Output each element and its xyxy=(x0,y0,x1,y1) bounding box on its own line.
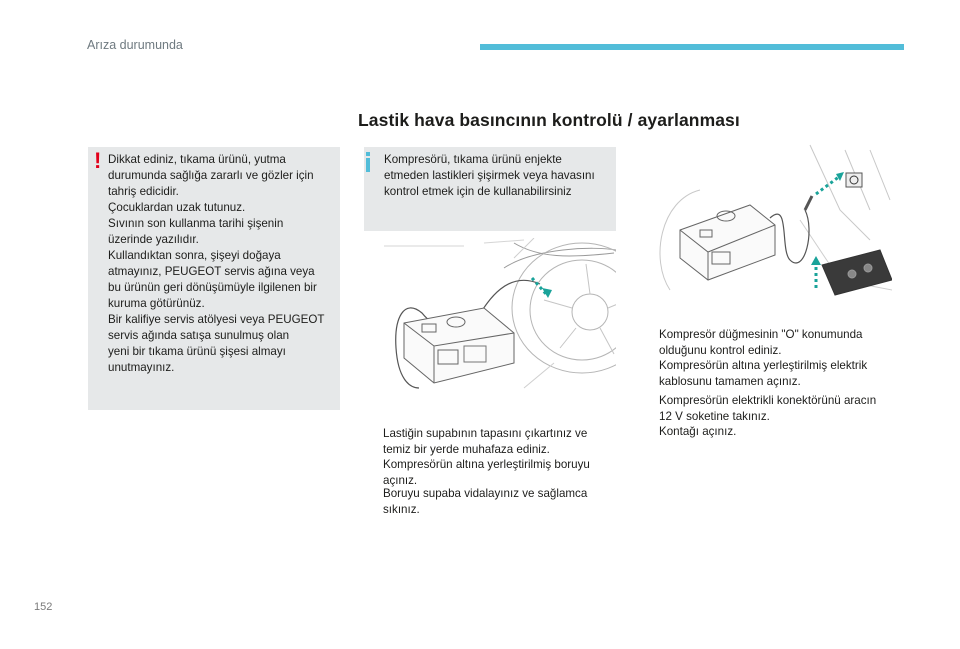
step-line: açınız. xyxy=(383,473,418,487)
info-text xyxy=(384,152,612,200)
info-line: Kompresörü, tıkama ürünü enjekte xyxy=(384,153,562,166)
warning-line: bu ürünün geri dönüşümüyle ilgilenen bir xyxy=(108,281,317,294)
warning-line: Kullandıktan sonra, şişeyi doğaya xyxy=(108,249,281,262)
warning-line: Sıvının son kullanma tarihi şişenin xyxy=(108,217,284,230)
warning-line: Dikkat ediniz, tıkama ürünü, yutma xyxy=(108,153,286,166)
warning-line: kuruma götürünüz. xyxy=(108,297,205,310)
compressor-socket-illustration xyxy=(640,140,892,315)
step-line: sıkınız. xyxy=(383,502,420,516)
warning-line: tahriş edicidir. xyxy=(108,185,179,198)
header-accent-bar xyxy=(480,44,904,50)
section-title: Arıza durumunda xyxy=(87,38,183,52)
warning-line: durumunda sağlığa zararlı ve gözler için xyxy=(108,169,314,182)
warning-line: servis ağında satışa sunulmuş olan xyxy=(108,329,290,342)
warning-line: yeni bir tıkama ürünü şişesi almayı xyxy=(108,345,286,358)
warning-line: atmayınız, PEUGEOT servis ağına veya xyxy=(108,265,315,278)
info-line: kontrol etmek için de kullanabilirsiniz xyxy=(384,185,572,198)
step-line: Lastiğin supabının tapasını çıkartınız ve xyxy=(383,427,588,440)
page-heading: Lastik hava basıncının kontrolü / ayarlanması xyxy=(358,110,740,130)
step-line: Kompresör düğmesinin "O" konumunda xyxy=(659,328,863,341)
step-line: temiz bir yerde muhafaza ediniz. xyxy=(383,442,550,456)
step-line: Boruyu supaba vidalayınız ve sağlamca xyxy=(383,487,588,500)
step-line: Kontağı açınız. xyxy=(659,425,737,438)
step-line: Kompresörün elektrikli konektörünü aracın xyxy=(659,394,877,407)
warning-line: Çocuklardan uzak tutunuz. xyxy=(108,201,246,214)
warning-text xyxy=(108,152,336,376)
step-line: Kompresörün altına yerleştirilmiş boruyu xyxy=(383,458,590,471)
warning-line: üzerinde yazılıdır. xyxy=(108,233,199,246)
step-line: 12 V soketine takınız. xyxy=(659,409,770,423)
warning-line: Bir kalifiye servis atölyesi veya PEUGEOT xyxy=(108,313,325,326)
step-line: Kompresörün altına yerleştirilmiş elektrik xyxy=(659,359,868,372)
exclamation-icon: ! xyxy=(94,148,102,173)
warning-line: unutmayınız. xyxy=(108,361,175,374)
step-line: olduğunu kontrol ediniz. xyxy=(659,343,782,357)
info-line: etmeden lastikleri şişirmek veya havasını xyxy=(384,169,595,182)
compressor-tyre-illustration xyxy=(364,238,616,408)
info-icon xyxy=(366,152,370,172)
step-line: kablosunu tamamen açınız. xyxy=(659,374,801,388)
page-number: 152 xyxy=(34,601,53,613)
